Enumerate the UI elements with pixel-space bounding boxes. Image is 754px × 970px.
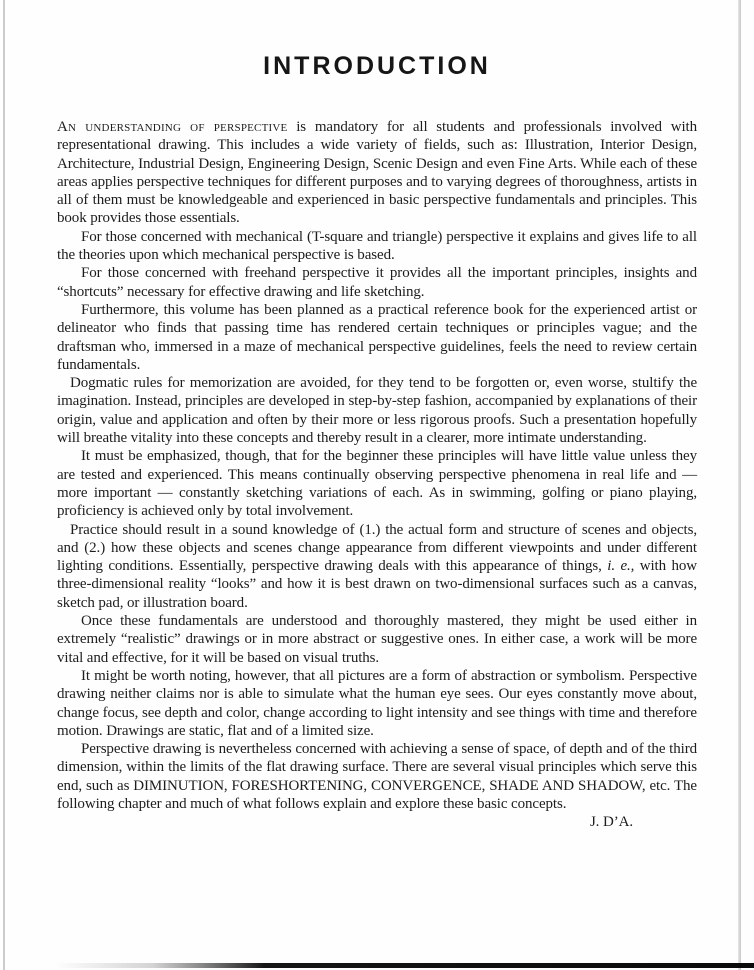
italic-phrase: i. e., — [607, 558, 635, 575]
body-text — [57, 118, 697, 832]
paragraph: Furthermore, this volume has been planned as a practical reference book for the experienced artist or delineator who finds that passing time has rendered certain techniques or principles vague; and the draftsman who, immersed in a maze of mechanical perspective guidelines, feels the need to review certain fundamentals. — [57, 301, 697, 373]
paragraph: It might be worth noting, however, that all pictures are a form of abstraction or symbolism. Perspective drawing neither claims nor is able to simulate what the human eye sees. Our eyes constantly move about, change focus, see depth and color, change according to light intensity and see things with time and therefore motion. Drawings are static, flat and of a limited size. — [57, 667, 697, 739]
paragraph: Perspective drawing is nevertheless concerned with achieving a sense of space, of depth and of the third dimension, within the limits of the flat drawing surface. There are several visual principles which serve this end, such as DIMINUTION, FORESHORTENING, CONVERGENCE, SHADE AND SHADOW, etc. The following chapter and much of what follows explain and explore these basic concepts. — [57, 741, 697, 812]
page-title: INTRODUCTION — [263, 52, 491, 80]
page-edge-right — [738, 0, 741, 970]
author-signature: J. D’A. — [589, 814, 633, 831]
page-content — [57, 0, 697, 832]
paragraph: It must be emphasized, though, that for the beginner these principles will have little value unless they are tested and experienced. This means continually observing perspective phenomena in real life and — more important — constantly sketching variations of each. As in swimming, golfing or piano playing, proficiency is achieved only by total involvement. — [57, 448, 697, 520]
paragraph: For those concerned with mechanical (T-square and triangle) perspective it explains and gives life to all the theories upon which mechanical perspective is based. — [57, 228, 697, 264]
paragraph — [57, 521, 697, 612]
paragraph: For those concerned with freehand perspective it provides all the important principles, insights and “shortcuts” necessary for effective drawing and life sketching. — [57, 265, 697, 300]
paragraph: Dogmatic rules for memorization are avoided, for they tend to be forgotten or, even worse, stultify the imagination. Instead, principles are developed in step-by-step fashion, accompanied by explanations of their origin, value and application and often by their more or less rigorous proofs. Such a presentation hopefully will breathe vitality into these concepts and thereby result in a clearer, more intimate understanding. — [57, 375, 697, 447]
paragraph-text: Practice should result in a sound knowledge of (1.) the actual form and structure of scenes and objects, and (2.) how these objects and scenes change appearance from different viewpoints and under different lighting conditions. Essentially, perspective drawing deals with this appearance of things, — [57, 521, 697, 575]
paragraph-text: with how three-dimensional reality “looks” and how it is best drawn on two-dimensional surfaces such as a canvas, sketch pad, or illustration board. — [57, 558, 697, 611]
paragraph: Once these fundamentals are understood and thoroughly mastered, they might be used either in extremely “realistic” drawings or in more abstract or suggestive ones. In either case, a work will be more vital and effective, for it will be based on visual truths. — [57, 613, 697, 666]
lead-small-caps: An understanding of perspective — [57, 119, 288, 135]
page-edge-bottom-shadow — [55, 963, 754, 968]
paragraph — [57, 118, 697, 228]
page-edge-left — [3, 0, 5, 970]
paragraph-text: is mandatory for all students and professionals involved with representational drawing. This includes a wide variety of fields, such as: Illustration, Interior Design, Architecture, Industrial Design, Engineering Design, Scenic Design and even Fine Arts. While each of these areas applies perspective techniques for different purposes and to varying degrees of thoroughness, artists in all of them must be knowledgeable and experienced in basic perspective fundamentals and principles. This book provides those essentials. — [57, 119, 697, 227]
